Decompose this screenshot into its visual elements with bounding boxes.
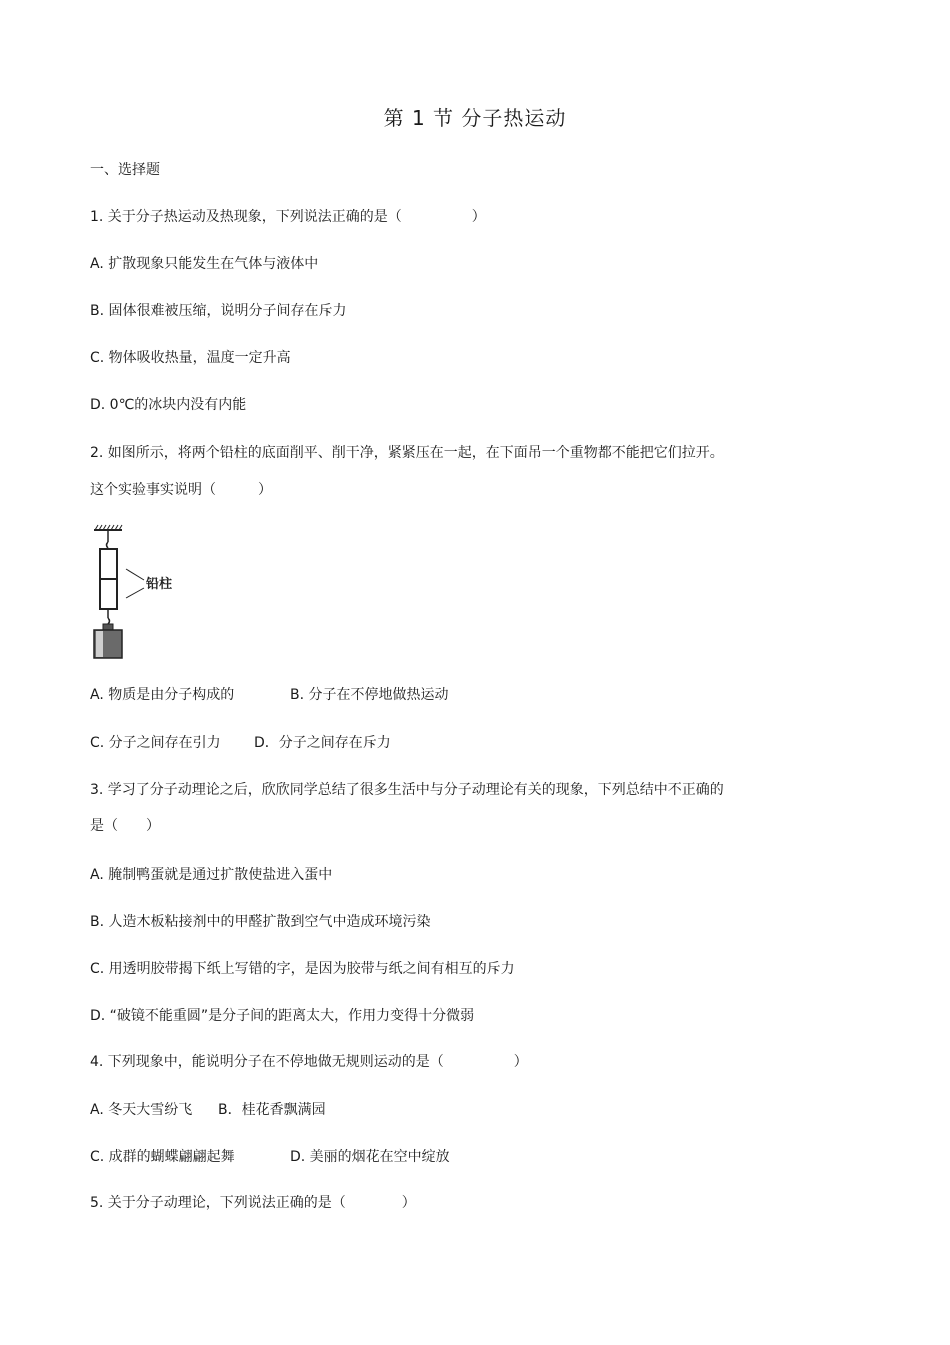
question-3-option-b: B. 人造木板粘接剂中的甲醛扩散到空气中造成环境污染: [90, 914, 431, 930]
page-title: 第 1 节 分子热运动: [383, 106, 567, 130]
lead-cylinders-figure: [86, 524, 186, 660]
question-3-stem: 3. 学习了分子动理论之后，欣欣同学总结了很多生活中与分子动理论有关的现象，下列总结中不正确的: [90, 782, 724, 798]
section-heading: 一、选择题: [90, 162, 160, 178]
question-5-stem: 5. 关于分子动理论，下列说法正确的是（ ）: [90, 1195, 416, 1211]
question-2-option-d: D．分子之间存在斥力: [254, 735, 391, 751]
question-4-option-a: A. 冬天大雪纷飞: [90, 1102, 193, 1118]
question-1-option-c: C. 物体吸收热量，温度一定升高: [90, 350, 291, 366]
question-4-stem: 4. 下列现象中，能说明分子在不停地做无规则运动的是（ ）: [90, 1054, 528, 1070]
question-2-option-b: B. 分子在不停地做热运动: [290, 687, 449, 703]
question-1-option-d: D. 0℃的冰块内没有内能: [90, 397, 247, 413]
question-2-stem-cont: 这个实验事实说明（ ）: [90, 482, 272, 498]
question-3-option-d: D. “破镜不能重圆”是分子间的距离太大，作用力变得十分微弱: [90, 1008, 475, 1024]
question-1-option-b: B. 固体很难被压缩，说明分子间存在斥力: [90, 303, 347, 319]
question-4-option-b: B．桂花香飘满园: [218, 1102, 326, 1118]
figure-label: 铅柱: [146, 577, 173, 592]
question-1-stem: 1. 关于分子热运动及热现象，下列说法正确的是（ ）: [90, 209, 486, 225]
question-2-option-c: C. 分子之间存在引力: [90, 735, 221, 751]
question-3-stem-cont: 是（ ）: [90, 818, 160, 834]
question-1-option-a: A. 扩散现象只能发生在气体与液体中: [90, 256, 319, 272]
question-3-option-c: C. 用透明胶带揭下纸上写错的字，是因为胶带与纸之间有相互的斥力: [90, 961, 515, 977]
question-4-option-c: C. 成群的蝴蝶翩翩起舞: [90, 1149, 235, 1165]
question-2-stem: 2. 如图所示，将两个铅柱的底面削平、削干净，紧紧压在一起，在下面吊一个重物都不能把它们拉开。: [90, 445, 724, 461]
question-2-option-a: A. 物质是由分子构成的: [90, 687, 235, 703]
question-3-option-a: A. 腌制鸭蛋就是通过扩散使盐进入蛋中: [90, 867, 333, 883]
question-4-option-d: D. 美丽的烟花在空中绽放: [290, 1149, 450, 1165]
